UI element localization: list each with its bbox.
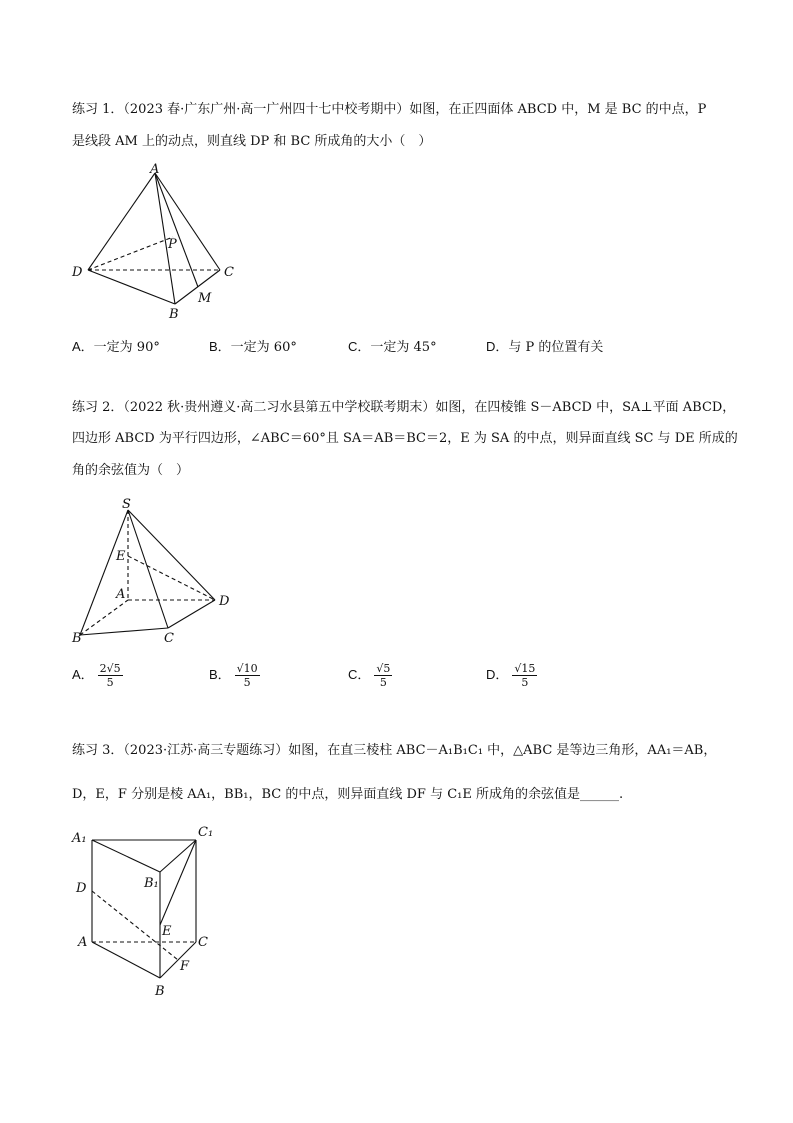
ex1-label-P: P xyxy=(168,237,177,252)
ex2-text-line3: 角的余弦值为（ ） xyxy=(72,463,190,478)
ex1-label-D: D xyxy=(72,265,83,280)
ex1-option-a[interactable]: A．一定为 90° xyxy=(72,339,160,355)
ex1-text-line2: 是线段 AM 上的动点，则直线 DP 和 BC 所成角的大小（ ） xyxy=(72,134,432,149)
ex3-text-line2: D，E，F 分别是棱 AA₁，BB₁，BC 的中点，则异面直线 DF 与 C₁E 所成角的余弦值是______. xyxy=(72,787,624,802)
ex1-option-c[interactable]: C．一定为 45° xyxy=(348,339,437,355)
ex1-label-M: M xyxy=(198,291,212,306)
ex1-text-line1: 练习 1．（2023 春·广东广州·高一广州四十七中校考期中）如图，在正四面体 ABCD 中，M 是 BC 的中点，P xyxy=(72,102,707,117)
ex3-label-A: A xyxy=(78,935,88,950)
ex1-label-A: A xyxy=(150,162,160,177)
ex3-label-C: C xyxy=(198,935,208,950)
ex3-label-F: F xyxy=(180,959,190,974)
ex2-pyramid-figure xyxy=(60,490,260,655)
ex1-tetrahedron-figure xyxy=(60,160,260,325)
ex2-label-D: D xyxy=(219,594,230,609)
ex2-label-E: E xyxy=(116,549,126,564)
ex3-label-B: B xyxy=(155,984,165,999)
ex3-label-A1: A₁ xyxy=(72,831,87,846)
ex2-option-c[interactable]: C． $\frac{√5}{5}$ xyxy=(348,662,391,689)
ex1-option-d[interactable]: D．与 P 的位置有关 xyxy=(486,339,604,355)
ex3-label-C1: C₁ xyxy=(198,825,214,840)
ex2-text-line1: 练习 2．（2022 秋·贵州遵义·高二习水县第五中学校联考期末）如图，在四棱锥 S－ABCD 中，SA⊥平面 ABCD， xyxy=(72,400,736,415)
ex3-label-D: D xyxy=(76,881,87,896)
ex2-label-B: B xyxy=(72,631,82,646)
ex3-prism-figure xyxy=(60,820,230,1005)
ex1-label-C: C xyxy=(224,265,234,280)
ex2-label-S: S xyxy=(122,497,131,512)
ex3-label-B1: B₁ xyxy=(144,876,159,891)
ex3-label-E: E xyxy=(162,924,172,939)
ex2-label-A: A xyxy=(116,587,126,602)
ex1-option-b[interactable]: B．一定为 60° xyxy=(209,339,297,355)
ex3-text-line1: 练习 3．（2023·江苏·高三专题练习）如图，在直三棱柱 ABC－A₁B₁C₁ 中，△ABC 是等边三角形，AA₁＝AB， xyxy=(72,743,717,758)
ex1-label-B: B xyxy=(169,307,179,322)
ex2-option-a[interactable]: A． $\frac{2√5}{5}$ xyxy=(72,662,121,689)
ex2-option-b[interactable]: B． $\frac{√10}{5}$ xyxy=(209,662,258,689)
ex2-label-C: C xyxy=(164,631,174,646)
ex2-option-d[interactable]: D． $\frac{√15}{5}$ xyxy=(486,662,536,689)
ex2-text-line2: 四边形 ABCD 为平行四边形，∠ABC＝60°且 SA＝AB＝BC＝2，E 为 SA 的中点，则异面直线 SC 与 DE 所成的 xyxy=(72,431,738,446)
